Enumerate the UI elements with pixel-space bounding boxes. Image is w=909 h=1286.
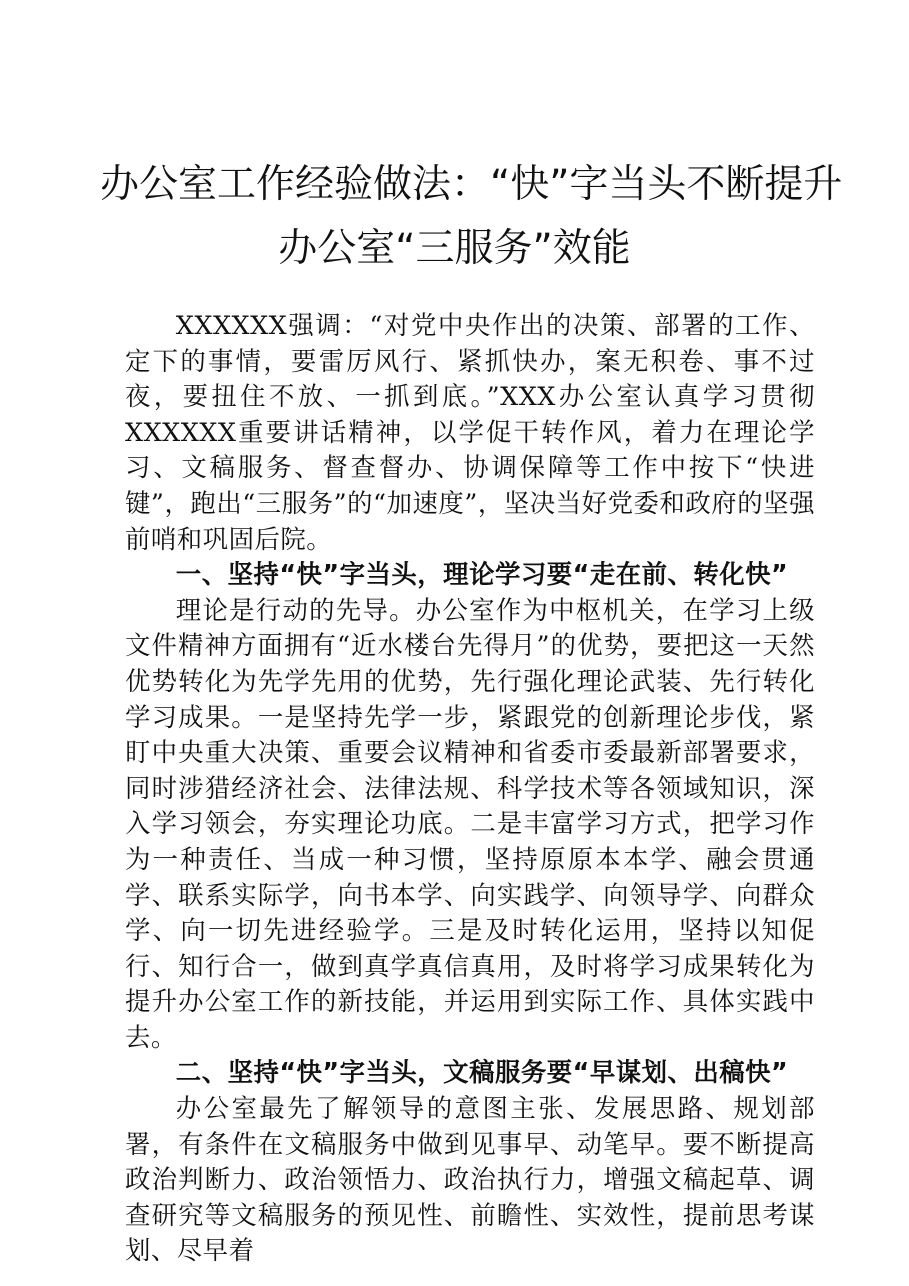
- intro-paragraph: XXXXXX强调：“对党中央作出的决策、部署的工作、定下的事情，要雷厉风行、紧抓快办，案无积卷、事不过夜，要扭住不放、一抓到底。”XXX办公室认真学习贯彻XXXXXX重要讲话精神，以学促干转作风，着力在理论学习、文稿服务、督查督办、协调保障等工作中按下“快进键”，跑出“三服务”的“加速度”，坚决当好党委和政府的坚强前哨和巩固后院。: [125, 310, 815, 554]
- document-title-line-1: 办公室工作经验做法：“快”字当头不断提升: [100, 162, 843, 207]
- section-1-heading: 一、坚持“快”字当头，理论学习要“走在前、转化快”: [175, 559, 789, 590]
- section-2-heading: 二、坚持“快”字当头，文稿服务要“早谋划、出稿快”: [175, 1057, 789, 1088]
- document-body: [125, 308, 815, 1269]
- section-2-paragraph: 办公室最先了解领导的意图主张、发展思路、规划部署，有条件在文稿服务中做到见事早、动笔早。要不断提高政治判断力、政治领悟力、政治执行力，增强文稿起草、调查研究等文稿服务的预见性、前瞻性、实效性，提前思考谋划、尽早着: [125, 1093, 815, 1266]
- document-title-line-2: 办公室“三服务”效能: [278, 226, 631, 271]
- section-1-paragraph: 理论是行动的先导。办公室作为中枢机关，在学习上级文件精神方面拥有“近水楼台先得月”的优势，要把这一天然优势转化为先学先用的优势，先行强化理论武装、先行转化学习成果。一是坚持先学一步，紧跟党的创新理论步伐，紧盯中央重大决策、重要会议精神和省委市委最新部署要求，同时涉猎经济社会、法律法规、科学技术等各领域知识，深入学习领会，夯实理论功底。二是丰富学习方式，把学习作为一种责任、当成一种习惯，坚持原原本本学、融会贯通学、联系实际学，向书本学、向实践学、向领导学、向群众学、向一切先进经验学。三是及时转化运用，坚持以知促行、知行合一，做到真学真信真用，及时将学习成果转化为提升办公室工作的新技能，并运用到实际工作、具体实践中去。: [125, 594, 815, 1052]
